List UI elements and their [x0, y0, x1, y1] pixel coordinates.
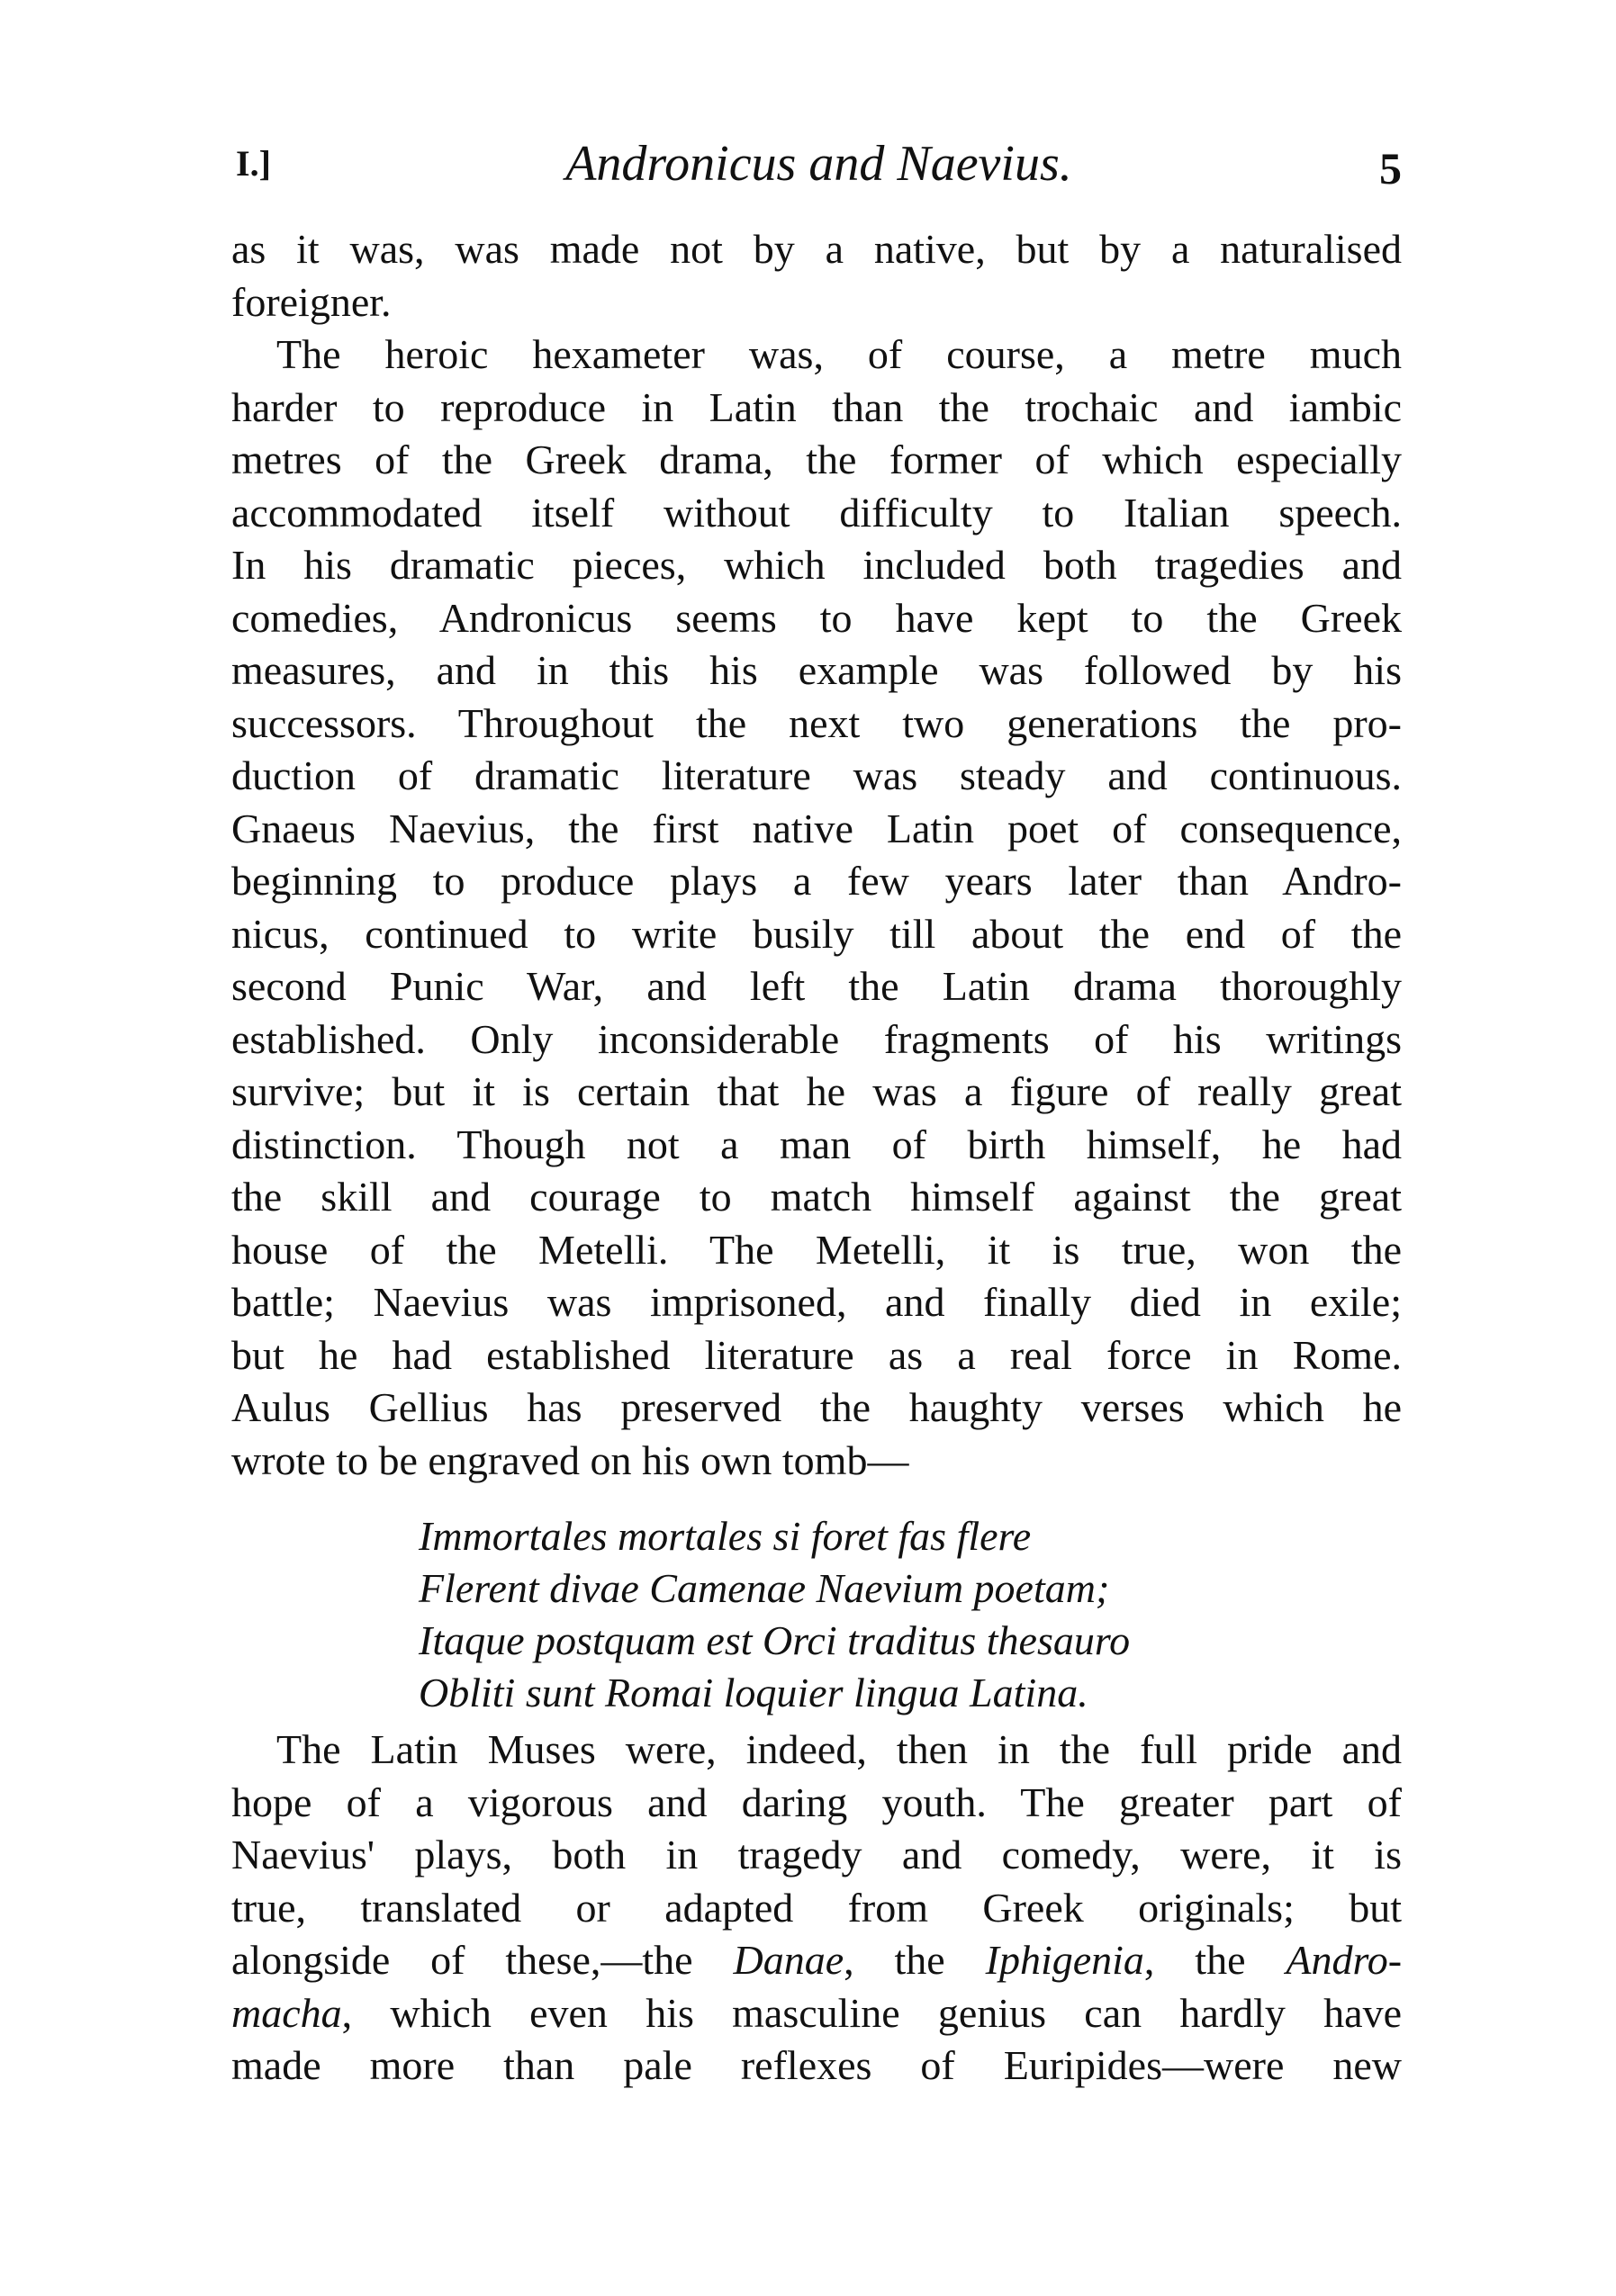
- text-line: but he had established literature as a real force in Rome.: [231, 1331, 1402, 1378]
- text-line: comedies, Andronicus seems to have kept to the Greek: [231, 594, 1402, 641]
- text-line: foreigner.: [231, 278, 392, 325]
- chapter-mark: I.]: [236, 143, 271, 184]
- text-line: distinction. Though not a man of birth himself, he had: [231, 1121, 1402, 1167]
- line-text: , the: [844, 1937, 986, 1983]
- line-text: , the: [1143, 1937, 1286, 1983]
- text-line: battle; Naevius was imprisoned, and finally died in exile;: [231, 1279, 1402, 1325]
- text-line: as it was, was made not by a native, but by a naturalised: [231, 226, 1402, 272]
- text-line: the skill and courage to match himself against the great: [231, 1174, 1402, 1220]
- verse-line: Itaque postquam est Orci traditus thesauro: [419, 1617, 1131, 1663]
- text-line: nicus, continued to write busily till about the end of the: [231, 910, 1402, 957]
- page-header: [236, 135, 1402, 198]
- text-line: house of the Metelli. The Metelli, it is true, won the: [231, 1226, 1402, 1273]
- text-line: established. Only inconsiderable fragments of his writings: [231, 1015, 1402, 1062]
- text-line: metres of the Greek drama, the former of which especially: [231, 437, 1402, 482]
- verse-line: Immortales mortales si foret fas flere: [419, 1513, 1032, 1559]
- main-text: [231, 223, 1402, 1487]
- verse-line: Flerent divae Camenae Naevium poetam;: [419, 1565, 1110, 1611]
- text-line: duction of dramatic literature was steady and continuous.: [231, 752, 1402, 798]
- text-line: harder to reproduce in Latin than the trochaic and iambic: [231, 383, 1402, 430]
- text-line: second Punic War, and left the Latin drama thoroughly: [231, 963, 1402, 1009]
- text-line: accommodated itself without difficulty to Italian speech.: [231, 489, 1402, 536]
- text-line: Naevius' plays, both in tragedy and comedy, were, it is: [231, 1832, 1402, 1877]
- play-title-iphigenia: Iphigenia: [985, 1937, 1144, 1983]
- text-line: Gnaeus Naevius, the first native Latin poet of consequence,: [231, 805, 1402, 851]
- verse-line: Obliti sunt Romai loquier lingua Latina.: [419, 1670, 1088, 1715]
- line-text: alongside of these,—the: [231, 1937, 734, 1983]
- line-text: , which even his masculine genius can hardly have: [341, 1989, 1402, 2036]
- play-title-danae: Danae: [733, 1937, 844, 1983]
- text-line: The heroic hexameter was, of course, a metre much: [276, 331, 1402, 377]
- page-number: 5: [1379, 143, 1402, 194]
- text-line: successors. Throughout the next two generations the pro-: [231, 699, 1402, 746]
- text-line: survive; but it is certain that he was a figure of really great: [231, 1068, 1402, 1114]
- text-line: [231, 1987, 1402, 2040]
- text-line: hope of a vigorous and daring youth. The greater part of: [231, 1778, 1402, 1825]
- play-title-andromacha-part2: macha: [231, 1989, 342, 2036]
- text-line: The Latin Muses were, indeed, then in the full pride and: [276, 1726, 1402, 1772]
- play-title-andromacha-part1: Andro-: [1286, 1937, 1403, 1983]
- epitaph-verse: [419, 1510, 1229, 1719]
- text-line: measures, and in this his example was followed by his: [231, 647, 1402, 693]
- text-line: wrote to be engraved on his own tomb—: [231, 1436, 909, 1483]
- text-line: In his dramatic pieces, which included both tragedies and: [231, 542, 1402, 588]
- closing-paragraph: [231, 1724, 1402, 2093]
- text-line: [231, 1934, 1402, 1987]
- running-title: Andronicus and Naevius.: [565, 136, 1072, 192]
- text-line: Aulus Gellius has preserved the haughty verses which he: [231, 1384, 1402, 1430]
- text-line: made more than pale reflexes of Euripides—were new: [231, 2042, 1402, 2088]
- text-line: true, translated or adapted from Greek originals; but: [231, 1884, 1402, 1931]
- text-line: beginning to produce plays a few years later than Andro-: [231, 858, 1402, 904]
